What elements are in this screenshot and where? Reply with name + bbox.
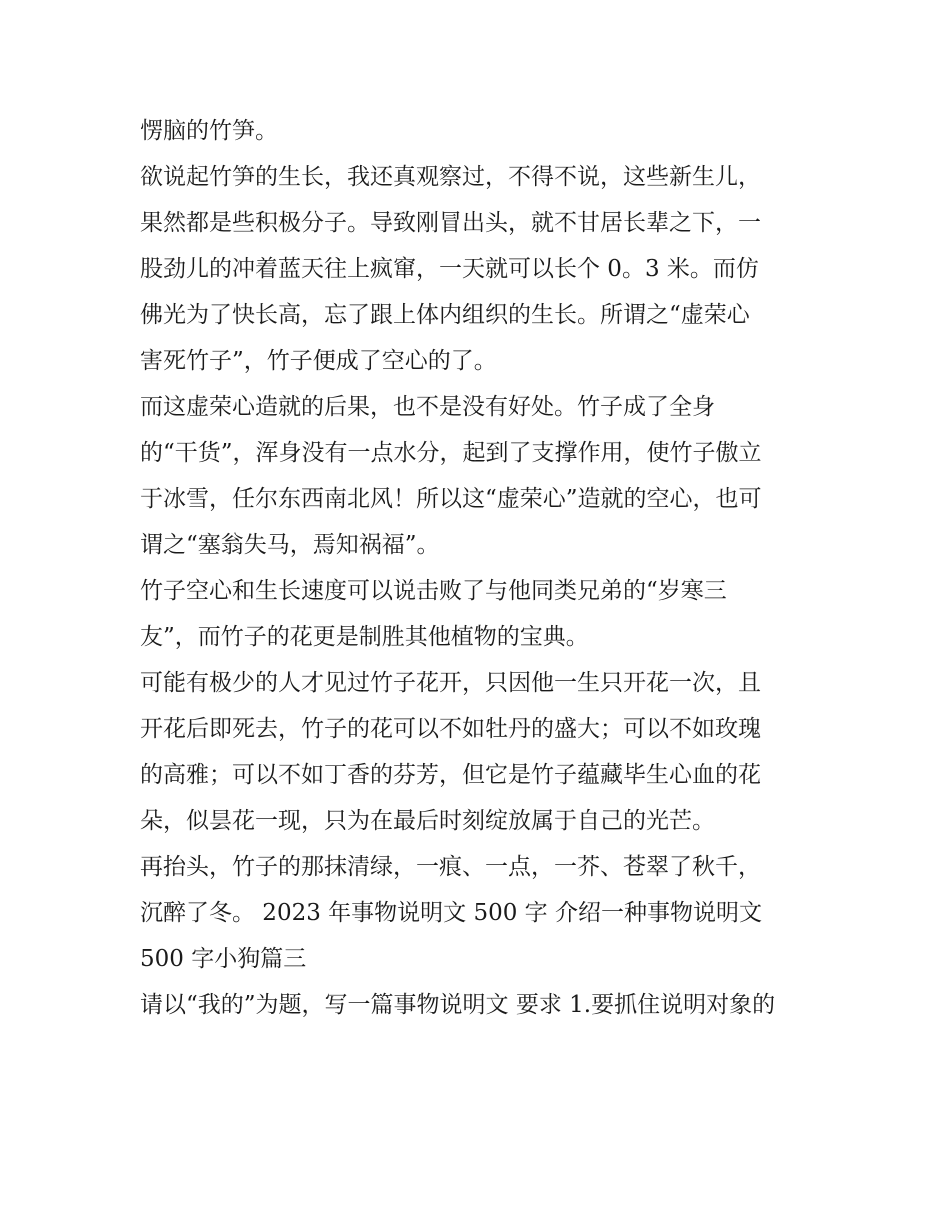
text-line: 股劲儿的冲着蓝天往上疯窜，一天就可以长个 0。3 米。而仿: [140, 256, 759, 282]
text-line: 竹子空心和生长速度可以说击败了与他同类兄弟的“岁寒三: [140, 578, 727, 604]
text-line: 欲说起竹笋的生长，我还真观察过，不得不说，这些新生儿，: [140, 164, 761, 190]
text-line: 请以“我的”为题，写一篇事物说明文 要求 1.要抓住说明对象的: [140, 992, 776, 1018]
text-line: 沉醉了冬。 2023 年事物说明文 500 字 介绍一种事物说明文: [140, 900, 762, 926]
text-line: 佛光为了快长高，忘了跟上体内组织的生长。所谓之“虚荣心: [140, 302, 750, 328]
text-line: 愣脑的竹笋。: [140, 118, 278, 144]
text-line: 的高雅；可以不如丁香的芬芳，但它是竹子蕴藏毕生心血的花: [140, 762, 761, 788]
text-line: 谓之“塞翁失马，焉知祸福”。: [140, 532, 440, 558]
text-line: 而这虚荣心造就的后果，也不是没有好处。竹子成了全身: [140, 394, 715, 420]
text-line: 再抬头，竹子的那抹清绿，一痕、一点，一芥、苍翠了秋千，: [140, 854, 761, 880]
text-line: 可能有极少的人才见过竹子花开，只因他一生只开花一次，且: [140, 670, 761, 696]
text-line: 果然都是些积极分子。导致刚冒出头，就不甘居长辈之下，一: [140, 210, 761, 236]
text-line: 朵，似昙花一现，只为在最后时刻绽放属于自己的光芒。: [140, 808, 715, 834]
text-line: 害死竹子”，竹子便成了空心的了。: [140, 348, 497, 374]
text-line: 于冰雪，任尔东西南北风！所以这“虚荣心”造就的空心，也可: [140, 486, 762, 512]
text-line: 的“干货”，浑身没有一点水分，起到了支撑作用，使竹子傲立: [140, 440, 762, 466]
text-line: 友”，而竹子的花更是制胜其他植物的宝典。: [140, 624, 589, 650]
document-body: [140, 108, 815, 1028]
text-line: 开花后即死去，竹子的花可以不如牡丹的盛大；可以不如玫瑰: [140, 716, 761, 742]
text-line: 500 字小狗篇三: [140, 946, 307, 972]
